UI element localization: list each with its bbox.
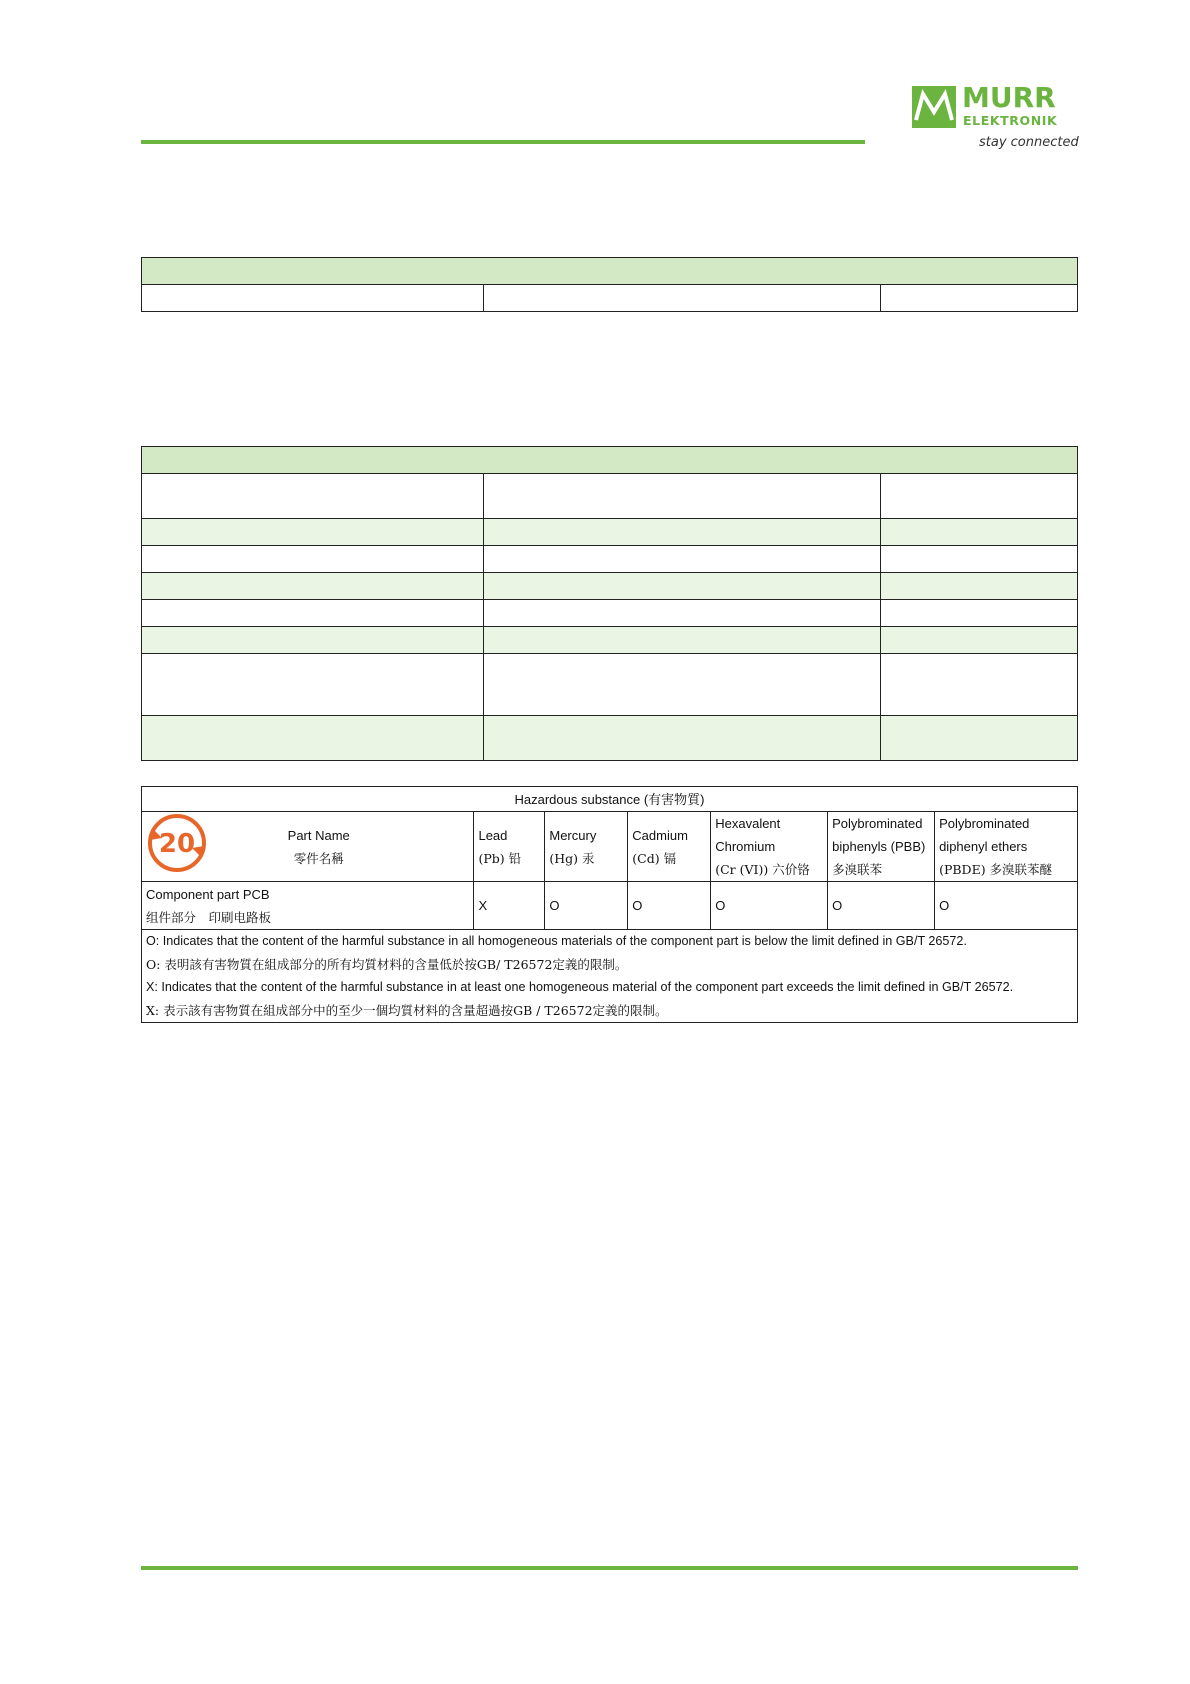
logo-brand: MURR: [962, 81, 1056, 114]
chromium-header: [711, 812, 828, 882]
table-cell: [483, 600, 880, 626]
efup-20-icon: [146, 812, 208, 881]
pbde-line3: (PBDE) 多溴联苯醚: [939, 862, 1053, 877]
lead-value: X: [474, 882, 545, 930]
table-row: [142, 599, 1077, 626]
pbde-line1: Polybrominated: [939, 816, 1030, 831]
mercury-en: Mercury: [549, 827, 597, 843]
table-cell: [880, 573, 1077, 599]
table-cell: [142, 474, 483, 518]
table-cell: [880, 519, 1077, 545]
note-x-zh: X: 表示該有害物質在組成部分中的至少一個均質材料的含量超過按GB / T26572定義的限制。: [146, 1003, 668, 1018]
table-row: [142, 653, 1077, 715]
chromium-line3: (Cr (VI)) 六价铬: [715, 862, 810, 877]
pbb-header: [828, 812, 935, 882]
table-cell: [880, 627, 1077, 653]
logo-sub: ELEKTRONIK: [963, 113, 1058, 128]
pbb-line1: Polybrominated: [832, 816, 923, 831]
pbde-line2: diphenyl ethers: [939, 839, 1028, 854]
table-cell: [483, 285, 880, 311]
chromium-value: O: [711, 882, 828, 930]
table-cell: [483, 654, 880, 715]
pbb-line3: 多溴联苯: [832, 862, 883, 877]
table-cell: [880, 546, 1077, 572]
part-name-zh: 零件名稱: [293, 850, 344, 866]
hazard-header-row: [142, 812, 1078, 882]
table-row: [142, 473, 1077, 518]
table-cell: [880, 600, 1077, 626]
table-cell: [142, 716, 483, 760]
cadmium-value: O: [628, 882, 711, 930]
table-cell: [142, 573, 483, 599]
table-row: [142, 572, 1077, 599]
part-name-header: [142, 812, 474, 882]
note-o-en: O: Indicates that the content of the harmful substance in all homogeneous materials of the component part is below the limit defined in GB/T 26572.: [146, 934, 967, 948]
table-cell: [880, 654, 1077, 715]
table-cell: [483, 573, 880, 599]
notes-row: [142, 930, 1078, 1023]
part-zh: 组件部分 印刷电路板: [146, 909, 272, 925]
part-name-en: Part Name: [287, 827, 350, 843]
pbde-header: [935, 812, 1078, 882]
info-table-2: [141, 446, 1078, 761]
table-cell: [880, 285, 1077, 311]
table-row: [142, 626, 1077, 653]
table-cell: [142, 654, 483, 715]
table-row: [142, 284, 1077, 311]
table-row: [142, 715, 1077, 760]
hazardous-substance-table: [141, 786, 1078, 1023]
part-en: Component part PCB: [146, 886, 270, 902]
header-rule: [141, 140, 865, 144]
logo-tagline: stay connected: [979, 135, 1079, 150]
table-cell: [880, 474, 1077, 518]
murr-mark-icon: [912, 86, 956, 128]
chromium-line1: Hexavalent: [715, 816, 781, 831]
table-cell: [142, 285, 483, 311]
chromium-line2: Chromium: [715, 839, 776, 854]
info-table-1: [141, 257, 1078, 312]
lead-zh: (Pb) 铅: [478, 850, 522, 866]
cadmium-en: Cadmium: [632, 827, 688, 843]
mercury-value: O: [545, 882, 628, 930]
cadmium-header: [628, 812, 711, 882]
info-table-1-header: [142, 258, 1077, 284]
notes-cell: [142, 930, 1078, 1023]
pbb-value: O: [828, 882, 935, 930]
footer-rule: [141, 1566, 1078, 1570]
cadmium-zh: (Cd) 镉: [632, 850, 677, 866]
mercury-zh: (Hg) 汞: [549, 850, 595, 866]
table-cell: [483, 546, 880, 572]
table-cell: [142, 546, 483, 572]
table-cell: [483, 716, 880, 760]
table-cell: [483, 519, 880, 545]
pbde-value: O: [935, 882, 1078, 930]
murr-logo: [912, 81, 1079, 154]
lead-en: Lead: [478, 827, 508, 843]
note-x-en: X: Indicates that the content of the harmful substance in at least one homogeneous material of the component part exceeds the limit defined in GB/T 26572.: [146, 980, 1014, 994]
hazard-table-title: Hazardous substance (有害物質): [142, 787, 1078, 812]
pbb-line2: biphenyls (PBB): [832, 839, 926, 854]
part-cell: [142, 882, 474, 930]
table-cell: [483, 627, 880, 653]
note-o-zh: O: 表明該有害物質在組成部分的所有均質材料的含量低於按GB/ T26572定義的限制。: [146, 957, 628, 972]
table-cell: [142, 600, 483, 626]
table-cell: [142, 519, 483, 545]
mercury-header: [545, 812, 628, 882]
table-row: [142, 882, 1078, 930]
table-cell: [483, 474, 880, 518]
info-table-2-header: [142, 447, 1077, 473]
table-cell: [142, 627, 483, 653]
table-row: [142, 545, 1077, 572]
lead-header: [474, 812, 545, 882]
efup-20-number: 20: [158, 829, 196, 859]
table-cell: [880, 716, 1077, 760]
table-row: [142, 518, 1077, 545]
